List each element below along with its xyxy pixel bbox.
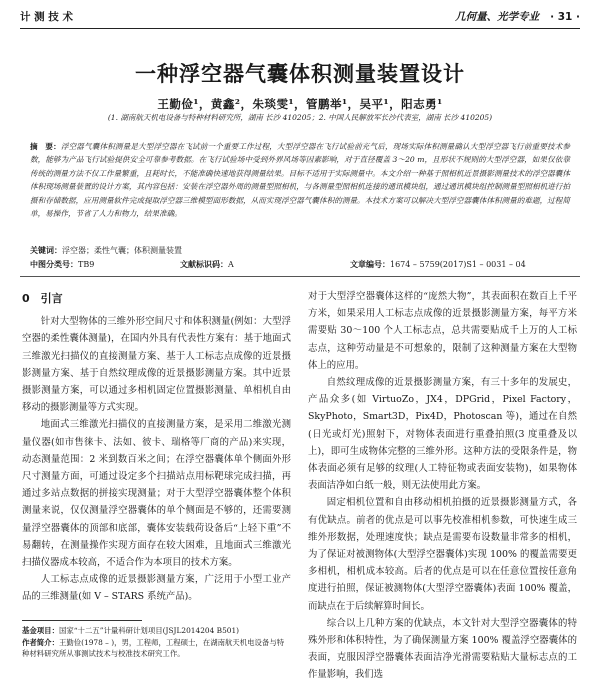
left-column — [22, 288, 291, 606]
paragraph: 对于大型浮空器囊体这样的“庞然大物”，其表面积在数百上千平方米，如果采用人工标志点成像的近景摄影测量方案，每平方米需要贴 30～100 个人工标志点，总共需要贴成千上万的人工标志点，这种劳动量是不可想象的，限制了这种测量方案在大型物体上的应用。 — [308, 291, 577, 371]
right-column — [308, 288, 577, 684]
paragraph: 固定相机位置和自由移动相机拍摄的近景摄影测量方式，各有优缺点。前者的优点是可以事先校准相机参数，可快速生成三维外形数据，处理速度快；缺点是需要布设数量非常多的相机，为了保证对被测物体(大型浮空器囊体)实现 100% 的覆盖需要更多相机，相机成本较高。后者的优点是可以在任意位置按任意角度进行拍照，保证被测物体(大型浮空器囊体)表面 100% 覆盖，而缺点在于后续解算时间长。 — [308, 497, 577, 612]
running-header — [20, 8, 580, 24]
affiliation: (1. 湖南航天机电设备与特种材料研究所，湖南 长沙 410205；2. 中国人民解放军长沙代表室，湖南 长沙 410205) — [107, 113, 493, 122]
page-number: · 31 · — [550, 11, 580, 23]
keywords-label: 关键词： — [30, 245, 62, 255]
paragraph: 针对大型物体的三维外形空间尺寸和体积测量(例如：大型浮空器的柔性囊体测量)，在国内外具有代表性方案有：基于地面式三维激光扫描仪的直接测量方案、基于人工标志点成像的近景摄影测量方案、基于自然纹理成像的近景摄影测量方案。其中近景摄影测量方案，可以通过多相机固定位置摄影测量、单相机自由移动的摄影测量等方式实现。 — [22, 316, 291, 414]
doc-code-label: 文献标识码： — [180, 259, 228, 269]
clc-label: 中图分类号： — [30, 259, 78, 269]
footnote — [22, 625, 291, 660]
paper-title: 一种浮空器气囊体积测量装置设计 — [135, 62, 465, 86]
journal-name: 计 测 技 术 — [20, 11, 73, 23]
author-bio-label: 作者简介： — [22, 637, 59, 647]
paragraph: 地面式三维激光扫描仪的直接测量方案，是采用二维激光测量仪器(如市售徕卡、法如、彼卡、瑞格等厂商的产品)来实现，动态测量范围：2 米到数百米之间；在浮空器囊体单个侧面外形尺寸测量方面，可通过设定多个扫描站点用标靶球完成扫描，再通过多站点数据的拼接实现测量；对于大型浮空器囊体整个体积测量来说，仅仅测量浮空器囊体的单个侧面是不够的，还需要测量浮空器囊体的顶部和底部，囊体安装载荷设备后“上轻下重”不易翻转，在测量操作实现方面存在较大困难，且地面式三维激光扫描仪器成本较高，不适合作为本项目的技术方案。 — [22, 419, 291, 569]
abstract — [30, 140, 570, 220]
keywords — [30, 245, 570, 256]
doc-code: A — [228, 260, 234, 269]
author-bio-text: 王勤俭(1978 – )，男，工程师，工程硕士，在湖南航天机电设备与特种材料研究所从事测试技术与校准技术研究工作。 — [22, 637, 285, 659]
footnote-rule — [22, 620, 142, 621]
fund-label: 基金项目： — [22, 626, 59, 635]
classification-row — [30, 259, 570, 270]
fund-text: 国家“十二五”计量科研计划项目(JSJL2014204 B501) — [58, 626, 240, 635]
issue-section: 几何量、光学专业 — [455, 11, 540, 23]
header-rule — [20, 28, 580, 29]
paragraph: 人工标志点成像的近景摄影测量方案，广泛用于小型工业产品的三维测量(如 V – STARS 系统产品)。 — [22, 574, 291, 603]
article-id: 1674 – 5759(2017)S1 – 0031 – 04 — [390, 260, 526, 269]
paragraph: 自然纹理成像的近景摄影测量方案，有三十多年的发展史，产品众多(如 VirtuoZo，JX4，DPGrid，Pixel Factory，SkyPhoto，Smart3D，Pix4D，Photoscan 等)，通过在自然(日光或灯光)照射下，对物体表面进行重叠拍照(3 度重叠及以上)，即可生成物体完整的三维外形。这种方法的受限条件是，物体表面必须有足够的纹理(人工特征物或表面安装物)，如果物体表面洁净如白纸一般，则无法使用此方案。 — [308, 377, 577, 492]
keywords-text: 浮空器；柔性气囊；体积测量装置 — [62, 246, 182, 255]
section-heading-intro: 0 引言 — [22, 292, 63, 305]
paragraph: 综合以上几种方案的优缺点，本文针对大型浮空器囊体的特殊外形和体积特性，为了确保测量方案 100% 覆盖浮空器囊体的表面，克服因浮空器囊体表面洁净光滑需要粘贴大量标志点的工作量影响，我们选 — [308, 617, 577, 681]
author-list: 王勤俭¹，黄鑫²，朱琰雯¹，管鹏举¹，吴平¹，阳志勇¹ — [157, 97, 443, 111]
clc-code: TB9 — [78, 260, 95, 269]
abstract-label: 摘 要： — [30, 142, 61, 151]
abstract-text: 浮空器气囊体积测量是大型浮空器在飞试前一个重要工作过程，大型浮空器在飞行试验前充气后，现场实际体积测量确认大型浮空器飞行前重要技术参数，能够为产品飞行试验提供安全可靠参考数据。在飞行试验场中受到外界风场等因素影响，对于直径覆盖 3～20 m，且形状不规则的大型浮空器，如果仅依靠传统的测量方法不仅工作量繁重，且耗时长，不能准确快速地获得测量结果。目标不适用于实际测量中。本文介绍一种基于照相机近景摄影测量技术的浮空器囊体体积现场测量装置的设计方案，其内容包括：安装在浮空器外周的测量型照相机，与各测量型照相机连接的通讯模块组，通过通讯模块组控制测量型照相机进行拍摄和存储数据，应用测量软件完成提取浮空器三维模型面形数据，从而实现浮空器气囊体积的测量。本技术方案可以解决大型浮空器囊体体积测量的难题，过程简单，易操作，节省了人力和物力，结果准确。 — [30, 142, 571, 219]
abstract-rule — [20, 276, 580, 277]
article-id-label: 文章编号： — [350, 259, 390, 269]
